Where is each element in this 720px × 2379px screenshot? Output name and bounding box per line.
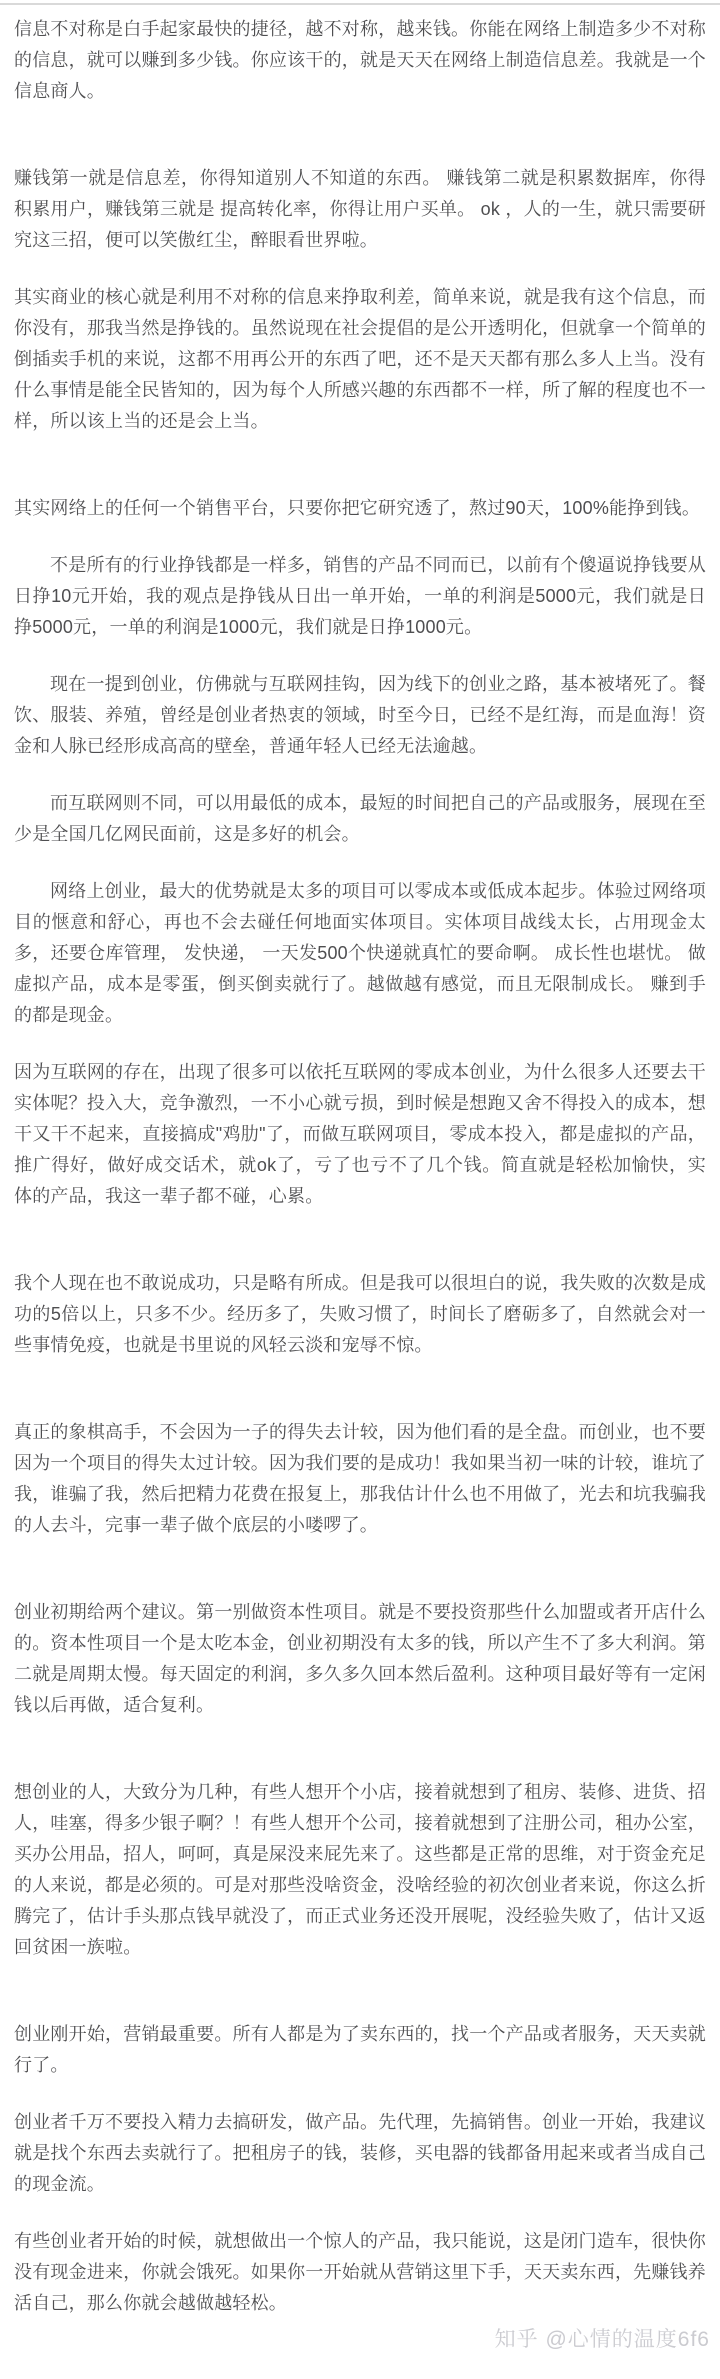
article-paragraph: 现在一提到创业，仿佛就与互联网挂钩，因为线下的创业之路，基本被堵死了。餐饮、服装、养殖，曾经是创业者热衷的领域，时至今日，已经不是红海，而是血海！资金和人脉已经形成高高的壁垒，普通年轻人已经无法逾越。 — [14, 674, 706, 756]
article-paragraph: 信息不对称是白手起家最快的捷径，越不对称，越来钱。你能在网络上制造多少不对称的信息，就可以赚到多少钱。你应该干的，就是天天在网络上制造信息差。我就是一个信息商人。 — [14, 19, 706, 101]
article-paragraph: 有些创业者开始的时候，就想做出一个惊人的产品，我只能说，这是闭门造车，很快你没有现金进来，你就会饿死。如果你一开始就从营销这里下手，天天卖东西，先赚钱养活自己，那么你就会越做越轻松。 — [14, 2231, 706, 2313]
article-paragraph: 不是所有的行业挣钱都是一样多，销售的产品不同而已，以前有个傻逼说挣钱要从日挣10元开始，我的观点是挣钱从日出一单开始，一单的利润是5000元，我们就是日挣5000元，一单的利润是1000元，我们就是日挣1000元。 — [14, 555, 706, 637]
article-paragraph: 而互联网则不同，可以用最低的成本，最短的时间把自己的产品或服务，展现在至少是全国几亿网民面前，这是多好的机会。 — [14, 793, 706, 844]
article-paragraph: 想创业的人，大致分为几种，有些人想开个小店，接着就想到了租房、装修、进货、招人，哇塞，得多少银子啊？！有些人想开个公司，接着就想到了注册公司，租办公室，买办公用品，招人，呵呵，真是屎没来屁先来了。这些都是正常的思维，对于资金充足的人来说，都是必须的。可是对那些没啥资金，没啥经验的初次创业者来说，你这么折腾完了，估计手头那点钱早就没了，而正式业务还没开展呢，没经验失败了，估计又返回贫困一族啦。 — [14, 1782, 706, 1957]
article-paragraph: 赚钱第一就是信息差，你得知道别人不知道的东西。 赚钱第二就是积累数据库，你得积累用户，赚钱第三就是 提高转化率，你得让用户买单。 ok ，人的一生，就只需要研究这三招，便可以笑傲红尘，醉眼看世界啦。 — [14, 168, 706, 250]
article-paragraph: 网络上创业，最大的优势就是太多的项目可以零成本或低成本起步。体验过网络项目的惬意和舒心，再也不会去碰任何地面实体项目。实体项目战线太长，占用现金太多，还要仓库管理， 发快递， 一天发500个快递就真忙的要命啊。 成长性也堪忧。 做虚拟产品，成本是零蛋，倒买倒卖就行了。越做越有感觉，而且无限制成长。 赚到手的都是现金。 — [14, 881, 706, 1025]
zhihu-watermark: 知乎 @心情的温度6f6 — [494, 2328, 710, 2351]
top-divider — [0, 3, 720, 5]
article-paragraph: 创业刚开始，营销最重要。所有人都是为了卖东西的，找一个产品或者服务，天天卖就行了。 — [14, 2024, 706, 2075]
article-paragraph: 因为互联网的存在，出现了很多可以依托互联网的零成本创业，为什么很多人还要去干实体呢？投入大，竞争激烈，一不小心就亏损，到时候是想跑又舍不得投入的成本，想干又干不起来，直接搞成"鸡肋"了，而做互联网项目，零成本投入，都是虚拟的产品，推广得好，做好成交话术，就ok了，亏了也亏不了几个钱。简直就是轻松加愉快，实体的产品，我这一辈子都不碰，心累。 — [14, 1062, 706, 1206]
article-paragraph: 其实商业的核心就是利用不对称的信息来挣取利差，简单来说，就是我有这个信息，而你没有，那我当然是挣钱的。虽然说现在社会提倡的是公开透明化，但就拿一个简单的倒插卖手机的来说，这都不用再公开的东西了吧，还不是天天都有那么多人上当。没有什么事情是能全民皆知的，因为每个人所感兴趣的东西都不一样，所了解的程度也不一样，所以该上当的还是会上当。 — [14, 287, 706, 431]
article-paragraph: 创业初期给两个建议。第一别做资本性项目。就是不要投资那些什么加盟或者开店什么的。资本性项目一个是太吃本金，创业初期没有太多的钱，所以产生不了多大利润。第二就是周期太慢。每天固定的利润，多久多久回本然后盈利。这种项目最好等有一定闲钱以后再做，适合复利。 — [14, 1602, 706, 1715]
article-paragraph: 真正的象棋高手，不会因为一子的得失去计较，因为他们看的是全盘。而创业，也不要因为一个项目的得失太过计较。因为我们要的是成功！我如果当初一味的计较，谁坑了我，谁骗了我，然后把精力花费在报复上，那我估计什么也不用做了，光去和坑我骗我的人去斗，完事一辈子做个底层的小喽啰了。 — [14, 1422, 706, 1535]
article-paragraph: 创业者千万不要投入精力去搞研发，做产品。先代理，先搞销售。创业一开始，我建议就是找个东西去卖就行了。把租房子的钱，装修，买电器的钱都备用起来或者当成自己的现金流。 — [14, 2112, 706, 2194]
article-paragraph: 其实网络上的任何一个销售平台，只要你把它研究透了，熬过90天，100%能挣到钱。 — [14, 498, 701, 518]
article-paragraph: 我个人现在也不敢说成功，只是略有所成。但是我可以很坦白的说，我失败的次数是成功的5倍以上，只多不少。经历多了，失败习惯了，时间长了磨砺多了，自然就会对一些事情免疫，也就是书里说的风轻云淡和宠辱不惊。 — [14, 1273, 706, 1355]
